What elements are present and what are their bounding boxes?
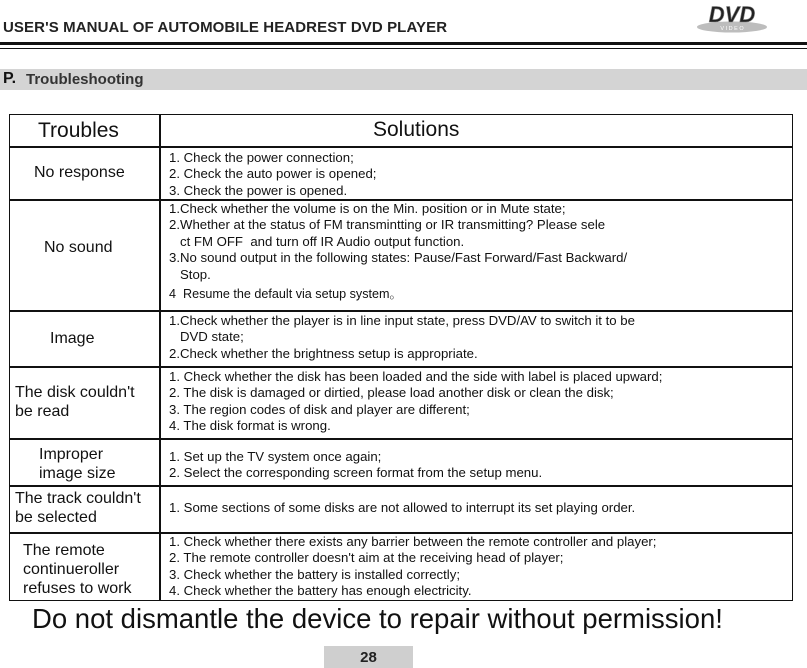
trouble-remote-not-working: The remote continueroller refuses to work (23, 542, 132, 597)
section-letter: P. (3, 70, 17, 87)
row-divider (10, 366, 792, 368)
troubleshooting-table (9, 114, 793, 601)
solutions-column-header: Solutions (373, 118, 460, 141)
solution-track-not-selected: 1. Some sections of some disks are not allowed to interrupt its set playing order. (169, 500, 636, 515)
solution-no-sound: 1.Check whether the volume is on the Min. position or in Mute state; 2.Whether at the status of FM transmintting or IR transmitting? Please sele ct FM OFF and turn off IR Audio output function. 3.No sound output in the following states: Pause/Fast Forward/Fast Backward/ Stop. 4 Resume the default via setup system。 (169, 201, 628, 302)
row-divider (10, 146, 792, 148)
solution-image: 1.Check whether the player is in line input state, press DVD/AV to switch it to be DVD state; 2.Check whether the brightness setup is appropriate. (169, 313, 635, 361)
section-header (0, 69, 807, 90)
logo-text: DVD (708, 2, 756, 27)
section-title: Troubleshooting (26, 71, 144, 88)
solution-note: 4 Resume the default via setup system。 (169, 287, 403, 302)
trouble-image: Image (50, 330, 95, 347)
dvd-video-logo (695, 1, 769, 33)
header-rule-thin (0, 48, 807, 49)
row-divider (10, 310, 792, 312)
header-rule-thick (0, 42, 807, 45)
trouble-no-response: No response (34, 164, 125, 181)
solution-disk-not-read: 1. Check whether the disk has been loaded and the side with label is placed upward; 2. The disk is damaged or dirtied, please load another disk or clean the disk; 3. The region codes of disk and player are different; 4. The disk format is wrong. (169, 369, 663, 434)
page-number-box (324, 646, 413, 668)
trouble-track-not-selected: The track couldn't be selected (15, 490, 141, 526)
row-divider (10, 438, 792, 440)
page-number: 28 (360, 649, 377, 666)
troubles-column-header: Troubles (38, 119, 119, 142)
row-divider (10, 485, 792, 487)
manual-title: USER'S MANUAL OF AUTOMOBILE HEADREST DVD PLAYER (3, 19, 448, 36)
logo-subtext: V I D E O (720, 26, 744, 32)
solution-improper-image-size: 1. Set up the TV system once again; 2. Select the corresponding screen format from the setup menu. (169, 449, 543, 481)
trouble-no-sound: No sound (44, 239, 113, 256)
solution-no-response: 1. Check the power connection; 2. Check the auto power is opened; 3. Check the power is opened. (169, 150, 377, 198)
trouble-improper-image-size: Improper image size (39, 446, 116, 482)
warning-text: Do not dismantle the device to repair without permission! (32, 603, 723, 634)
trouble-disk-not-read: The disk couldn't be read (15, 384, 135, 420)
column-divider (159, 115, 161, 600)
solution-remote-not-working: 1. Check whether there exists any barrier between the remote controller and player; 2. The remote controller doesn't aim at the receiving head of player; 3. Check whether the battery is installed correctly; 4. Check whether the battery has enough electricity. (169, 534, 657, 599)
